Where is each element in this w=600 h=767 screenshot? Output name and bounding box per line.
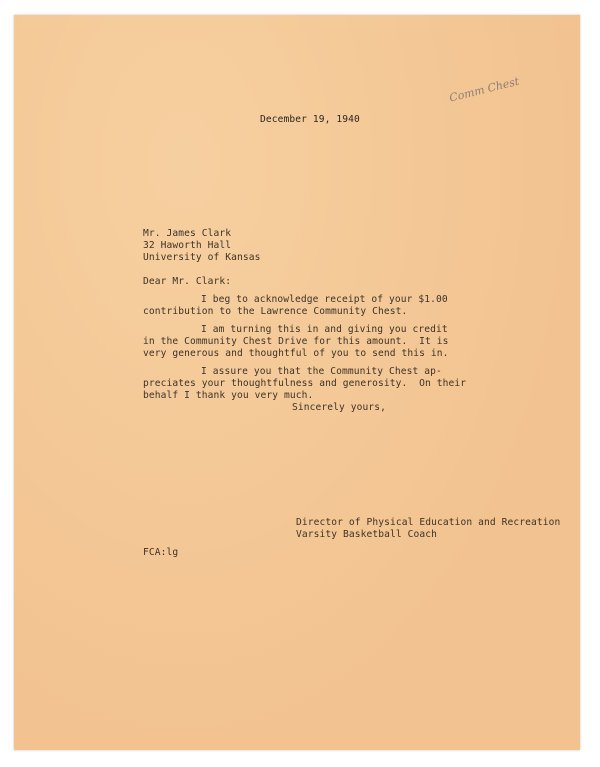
paragraph-2-line-3: very generous and thoughtful of you to send this in.: [143, 348, 449, 359]
signature-title-line1: Director of Physical Education and Recreation: [296, 517, 561, 528]
paragraph-2-line-2: in the Community Chest Drive for this amount. It is: [143, 336, 449, 347]
paragraph-3-line-1: I assure you that the Community Chest ap-: [201, 366, 442, 377]
paragraph-1-line-1: I beg to acknowledge receipt of your $1.00: [201, 294, 448, 305]
paragraph-3-line-3: behalf I thank you very much.: [143, 390, 314, 401]
paragraph-3-line-2: preciates your thoughtfulness and generosity. On their: [143, 378, 467, 389]
recipient-name: Mr. James Clark: [143, 228, 232, 239]
closing: Sincerely yours,: [292, 402, 387, 413]
typist-initials: FCA:lg: [143, 547, 179, 558]
handwritten-note: Comm Chest: [448, 74, 521, 105]
paragraph-1-line-2: contribution to the Lawrence Community Chest.: [143, 306, 408, 317]
salutation: Dear Mr. Clark:: [143, 276, 232, 287]
recipient-address-line2: University of Kansas: [143, 252, 261, 263]
letter-date: December 19, 1940: [260, 114, 360, 125]
recipient-address-line1: 32 Haworth Hall: [143, 240, 232, 251]
paragraph-2-line-1: I am turning this in and giving you credit: [201, 324, 448, 335]
signature-title-line2: Varsity Basketball Coach: [296, 529, 438, 540]
